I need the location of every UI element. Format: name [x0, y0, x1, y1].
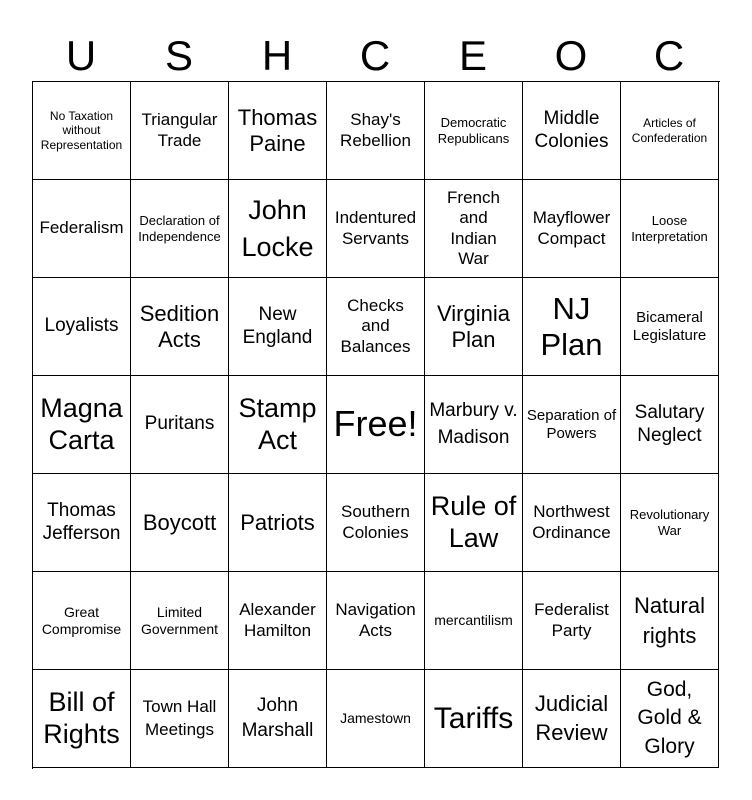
free-space[interactable] [327, 376, 425, 474]
cell-text: Articles of Confederation [631, 116, 708, 145]
bingo-cell[interactable] [523, 278, 621, 376]
cell-text: Indentured Servants [334, 208, 417, 248]
bingo-cell[interactable] [131, 572, 229, 670]
bingo-cell[interactable] [229, 670, 327, 768]
cell-text: Town Hall Meetings [142, 697, 217, 739]
cell-text: Rule of Law [430, 490, 517, 553]
cell-text: Shay's Rebellion [340, 110, 411, 150]
bingo-cell[interactable] [131, 474, 229, 572]
cell-text: Northwest Ordinance [532, 502, 611, 542]
cell-text: Thomas Jefferson [42, 500, 121, 544]
bingo-cell[interactable] [229, 278, 327, 376]
cell-text: NJ Plan [540, 290, 603, 362]
bingo-cell[interactable] [425, 474, 523, 572]
bingo-cell[interactable] [621, 376, 719, 474]
bingo-cell[interactable] [131, 278, 229, 376]
bingo-cell[interactable] [327, 670, 425, 768]
cell-text: Declaration of Independence [138, 213, 221, 244]
bingo-cell[interactable] [33, 572, 131, 670]
cell-text: Jamestown [340, 710, 411, 727]
cell-text: God, Gold & Glory [637, 677, 702, 758]
bingo-cell[interactable] [523, 180, 621, 278]
bingo-cell[interactable] [131, 82, 229, 180]
bingo-cell[interactable] [33, 670, 131, 768]
cell-text: Loose Interpretation [631, 213, 708, 244]
bingo-grid [32, 81, 720, 769]
bingo-cell[interactable] [33, 376, 131, 474]
bingo-cell[interactable] [621, 82, 719, 180]
bingo-cell[interactable] [33, 278, 131, 376]
cell-text: Southern Colonies [341, 502, 410, 542]
bingo-cell[interactable] [327, 82, 425, 180]
cell-text: John Marshall [241, 694, 314, 741]
bingo-cell[interactable] [425, 670, 523, 768]
bingo-header [32, 30, 718, 82]
cell-text: Checks and Balances [340, 296, 411, 356]
cell-text: Judicial Review [534, 690, 609, 745]
header-letter: C [653, 32, 685, 79]
cell-text: Bicameral Legislature [632, 308, 707, 344]
bingo-cell[interactable] [621, 670, 719, 768]
bingo-cell[interactable] [33, 82, 131, 180]
bingo-cell[interactable] [229, 572, 327, 670]
cell-text: Great Compromise [41, 603, 122, 637]
bingo-cell[interactable] [131, 670, 229, 768]
bingo-cell[interactable] [523, 82, 621, 180]
bingo-cell[interactable] [621, 180, 719, 278]
bingo-cell[interactable] [131, 376, 229, 474]
bingo-cell[interactable] [425, 572, 523, 670]
bingo-cell[interactable] [229, 82, 327, 180]
bingo-cell[interactable] [425, 278, 523, 376]
header-letter: C [359, 32, 391, 79]
cell-text: Federalist Party [534, 600, 609, 640]
bingo-cell[interactable] [229, 376, 327, 474]
cell-text: Alexander Hamilton [239, 600, 316, 640]
cell-text: Magna Carta [40, 392, 123, 455]
cell-text: Mayflower Compact [532, 208, 611, 248]
cell-text: Bill of Rights [43, 686, 120, 749]
cell-text: New England [242, 304, 313, 348]
bingo-cell[interactable] [327, 278, 425, 376]
cell-text: Salutary Neglect [634, 402, 705, 446]
bingo-cell[interactable] [33, 474, 131, 572]
cell-text: mercantilism [434, 612, 513, 629]
cell-text: Federalism [39, 218, 124, 238]
bingo-cell[interactable] [621, 572, 719, 670]
cell-text: Virginia Plan [437, 300, 510, 352]
bingo-cell[interactable] [523, 572, 621, 670]
bingo-cell[interactable] [425, 376, 523, 474]
cell-text: Puritans [144, 413, 215, 435]
cell-text: John Locke [241, 195, 314, 262]
bingo-cell[interactable] [327, 572, 425, 670]
cell-text: Navigation Acts [335, 600, 416, 640]
cell-text: Natural rights [634, 592, 705, 648]
cell-text: Separation of Powers [526, 406, 617, 442]
cell-text: Stamp Act [238, 392, 317, 455]
cell-text: Revolutionary War [629, 507, 710, 538]
bingo-cell[interactable] [131, 180, 229, 278]
cell-text: Democratic Republicans [437, 115, 510, 146]
bingo-cell[interactable] [621, 474, 719, 572]
bingo-cell[interactable] [33, 180, 131, 278]
cell-text: Marbury v. Madison [429, 399, 518, 448]
bingo-cell[interactable] [327, 474, 425, 572]
header-letter: U [65, 32, 97, 79]
header-letter: O [554, 32, 588, 79]
bingo-cell[interactable] [523, 670, 621, 768]
cell-text: Triangular Trade [141, 110, 218, 150]
bingo-cell[interactable] [229, 474, 327, 572]
header-letter: H [261, 32, 293, 79]
cell-text: Patriots [240, 509, 315, 535]
cell-text: Loyalists [44, 315, 119, 337]
cell-text: Boycott [142, 509, 217, 535]
header-letter: E [458, 32, 487, 79]
cell-text: Middle Colonies [534, 108, 609, 152]
bingo-cell[interactable] [327, 180, 425, 278]
cell-text: Sedition Acts [139, 300, 220, 352]
bingo-cell[interactable] [523, 474, 621, 572]
cell-text: Tariffs [433, 701, 514, 735]
header-letter: S [164, 32, 193, 79]
cell-text: Thomas Paine [237, 104, 318, 156]
cell-text: Free! [333, 403, 418, 445]
bingo-cell[interactable] [523, 376, 621, 474]
cell-text: French and Indian War [447, 188, 500, 268]
bingo-cell[interactable] [229, 180, 327, 278]
cell-text: Limited Government [140, 603, 219, 637]
bingo-cell[interactable] [621, 278, 719, 376]
bingo-cell[interactable] [425, 180, 523, 278]
cell-text: No Taxation without Representation [40, 109, 123, 152]
bingo-cell[interactable] [425, 82, 523, 180]
